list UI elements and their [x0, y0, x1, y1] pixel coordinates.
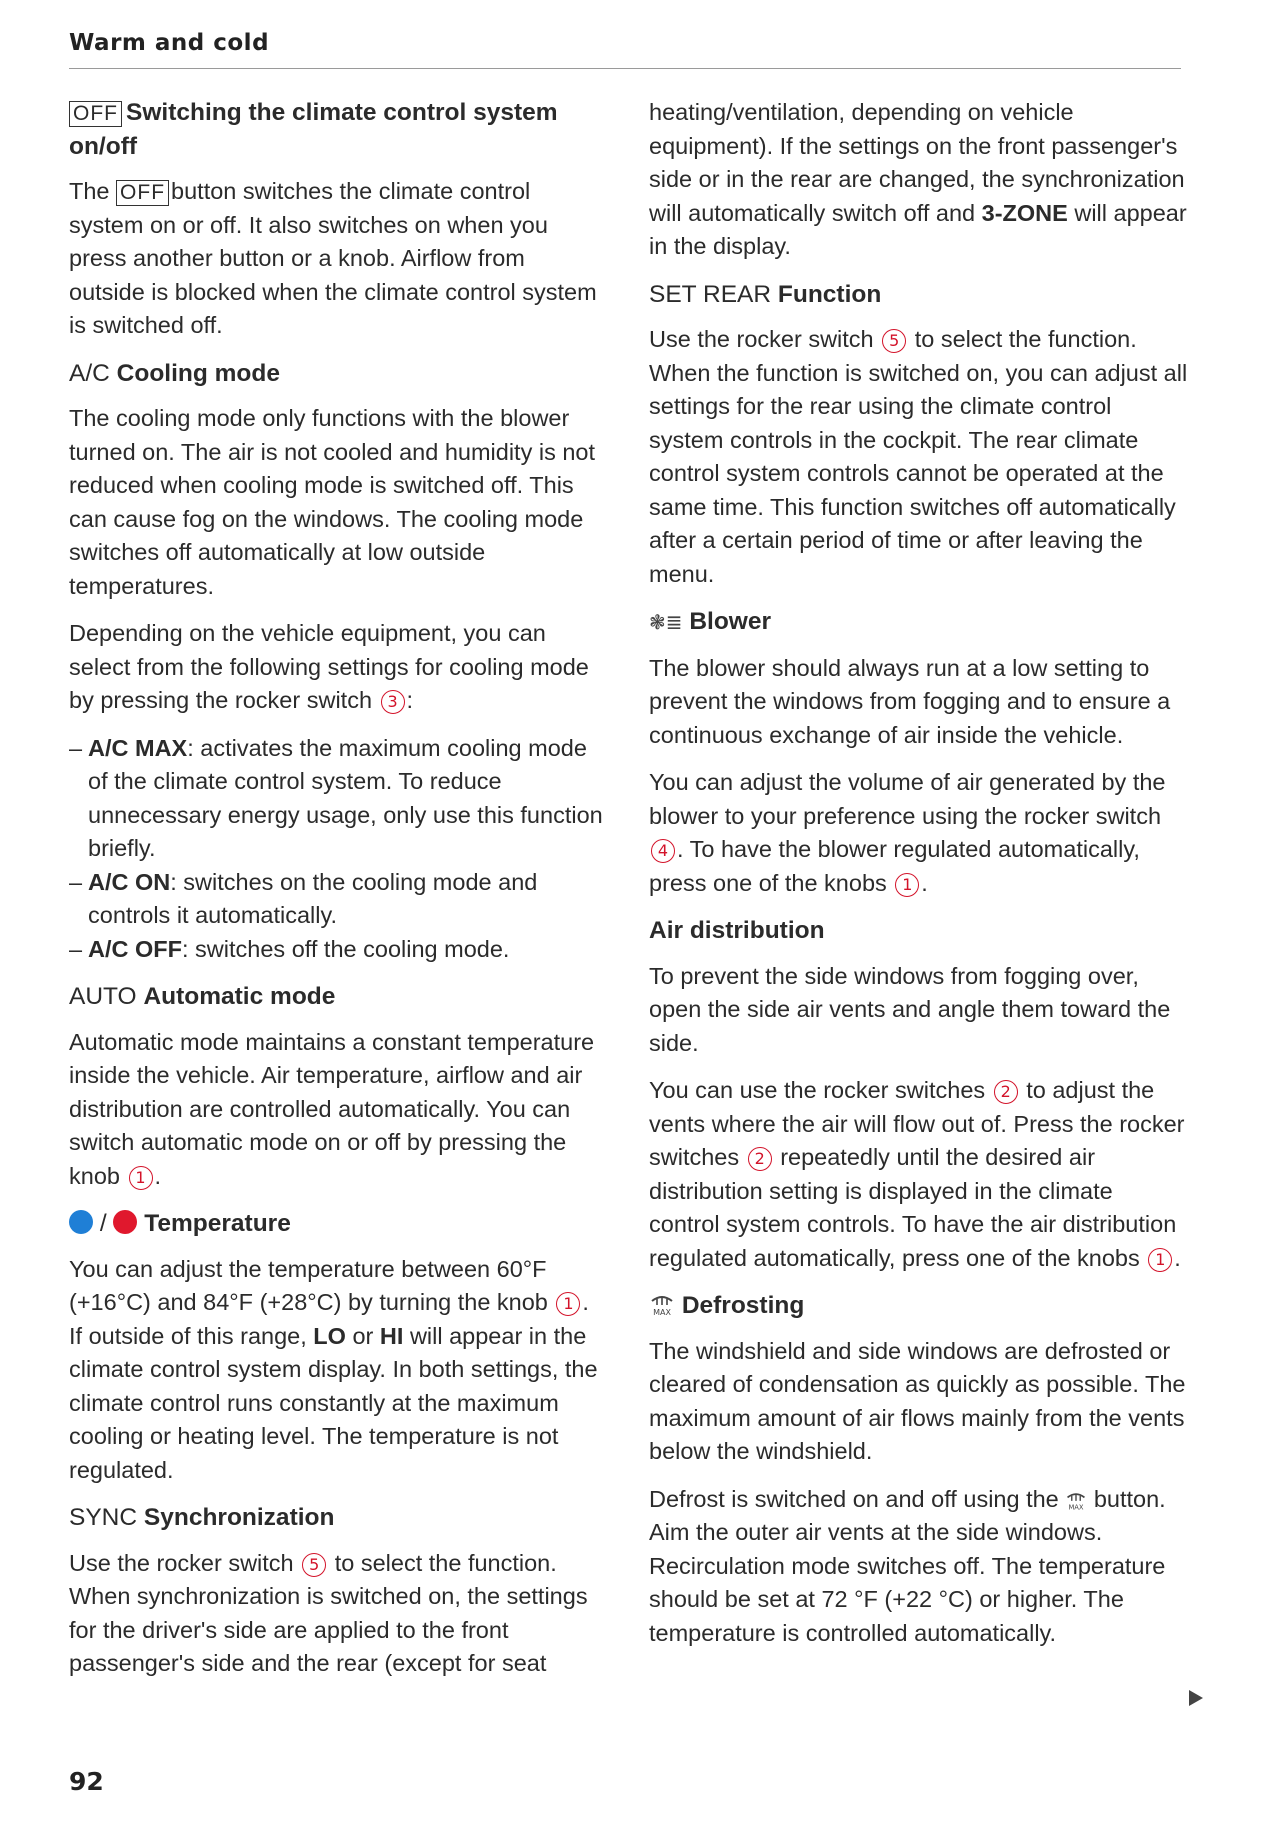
air-distribution-paragraph-1: To prevent the side windows from fogging over, open the side air vents and angle them toward the side. [649, 962, 1171, 1056]
blower-paragraph-1: The blower should always run at a low setting to prevent the windows from fogging and to ensure a continuous exchange of air inside the vehicle. [649, 654, 1171, 748]
page-header-title: Warm and cold [69, 30, 270, 56]
sync-paragraph: Use the rocker switch 5 to select the function. When synchronization is switched on, the settings for the driver's side are applied to the front passenger's side and the rear (except for seat [69, 1549, 588, 1676]
max-defrost-icon [649, 1291, 675, 1317]
ac-options-list [69, 732, 607, 967]
off-paragraph: The OFF button switches the climate control system on or off. It also switches on when you press another button or a knob. Airflow from outside is blocked when the climate control system is switched off. [69, 178, 597, 338]
callout-2-icon: 2 [994, 1080, 1018, 1104]
left-column [69, 96, 607, 1695]
ac-heading: A/C Cooling mode [69, 359, 280, 387]
callout-1-icon: 1 [556, 1292, 580, 1316]
sync-heading: SYNC Synchronization [69, 1504, 335, 1531]
callout-4-icon: 4 [651, 839, 675, 863]
defrost-paragraph-1: The windshield and side windows are defrosted or cleared of condensation as quickly as possible. The maximum amount of air flows mainly from the vents below the windshield. [649, 1337, 1186, 1464]
list-item: – A/C OFF: switches off the cooling mode. [69, 933, 607, 967]
off-key-label: OFF [69, 101, 122, 127]
svg-text:MAX: MAX [653, 1308, 671, 1317]
callout-1-icon: 1 [895, 873, 919, 897]
callout-2-icon: 2 [748, 1147, 772, 1171]
cold-dot-icon [69, 1210, 93, 1234]
auto-heading: AUTO Automatic mode [69, 983, 336, 1010]
off-key-inline: OFF [116, 180, 169, 206]
blower-paragraph-2: You can adjust the volume of air generated by the blower to your preference using the rocker switch 4 . To have the blower regulated automatically, press one of the knobs 1 . [649, 769, 1166, 896]
callout-5-icon: 5 [302, 1553, 326, 1577]
callout-3-icon: 3 [381, 690, 405, 714]
temperature-paragraph: You can adjust the temperature between 60°F (+16°C) and 84°F (+28°C) by turning the knob 1 . If outside of this range, LO or HI will appear in the climate control system display. In both settings, the climate control runs constantly at the maximum cooling or heating level. The temperature is not regulated. [69, 1255, 598, 1483]
set-rear-paragraph: Use the rocker switch 5 to select the function. When the function is switched on, you can adjust all settings for the rear using the climate control system controls in the cockpit. The rear climate control system controls cannot be operated at the same time. This function switches off automatically after a certain period of time or after leaving the menu. [649, 326, 1188, 587]
blower-fan-icon: ❃≣ [649, 610, 683, 634]
set-rear-heading: SET REAR Function [649, 280, 882, 308]
defrost-heading: MAX Defrosting [649, 1289, 1189, 1323]
off-heading [69, 96, 607, 163]
auto-paragraph: Automatic mode maintains a constant temperature inside the vehicle. Air temperature, airflow and air distribution are controlled automatically. You can switch automatic mode on or off by pressing the knob 1 . [69, 1028, 595, 1189]
callout-1-icon: 1 [129, 1166, 153, 1190]
callout-5-icon: 5 [882, 329, 906, 353]
list-item: – A/C MAX: activates the maximum cooling mode of the climate control system. To reduce unnecessary energy usage, only use this function briefly. [69, 732, 607, 866]
max-defrost-icon [1065, 1489, 1087, 1511]
defrost-paragraph-2: Defrost is switched on and off using the MAX button. Aim the outer air vents at the side windows. Recirculation mode switches off. The temperature should be set at 72 °F (+22 °C) or higher. The temperature is controlled automatically. [649, 1485, 1166, 1646]
off-heading-title: Switching the climate control system on/off [69, 99, 558, 160]
continue-arrow-icon [1189, 1690, 1203, 1706]
sync-continued-paragraph: heating/ventilation, depending on vehicle equipment). If the settings on the front passenger's side or in the rear are changed, the synchronization will automatically switch off and 3-ZONE will appear in the display. [649, 99, 1187, 259]
ac-paragraph-1: The cooling mode only functions with the blower turned on. The air is not cooled and humidity is not reduced when cooling mode is switched off. This can cause fog on the windows. The cooling mode switches off automatically at low outside temperatures. [69, 405, 596, 599]
page-number: 92 [69, 1767, 104, 1796]
svg-text:MAX: MAX [1068, 1502, 1084, 1511]
warm-dot-icon [113, 1210, 137, 1234]
right-column [649, 96, 1189, 1664]
callout-1-icon: 1 [1148, 1248, 1172, 1272]
air-distribution-paragraph-2: You can use the rocker switches 2 to adjust the vents where the air will flow out of. Press the rocker switches 2 repeatedly until the desired air distribution setting is displayed in the climate control system controls. To have the air distribution regulated automatically, press one of the knobs 1 . [649, 1077, 1185, 1271]
temperature-heading: / Temperature [69, 1207, 607, 1241]
air-distribution-heading: Air distribution [649, 917, 825, 944]
list-item: – A/C ON: switches on the cooling mode and controls it automatically. [69, 866, 607, 933]
header-divider [69, 68, 1181, 69]
ac-paragraph-2: Depending on the vehicle equipment, you can select from the following settings for cooling mode by pressing the rocker switch 3 : [69, 620, 589, 713]
blower-heading: ❃≣ Blower [649, 608, 772, 635]
